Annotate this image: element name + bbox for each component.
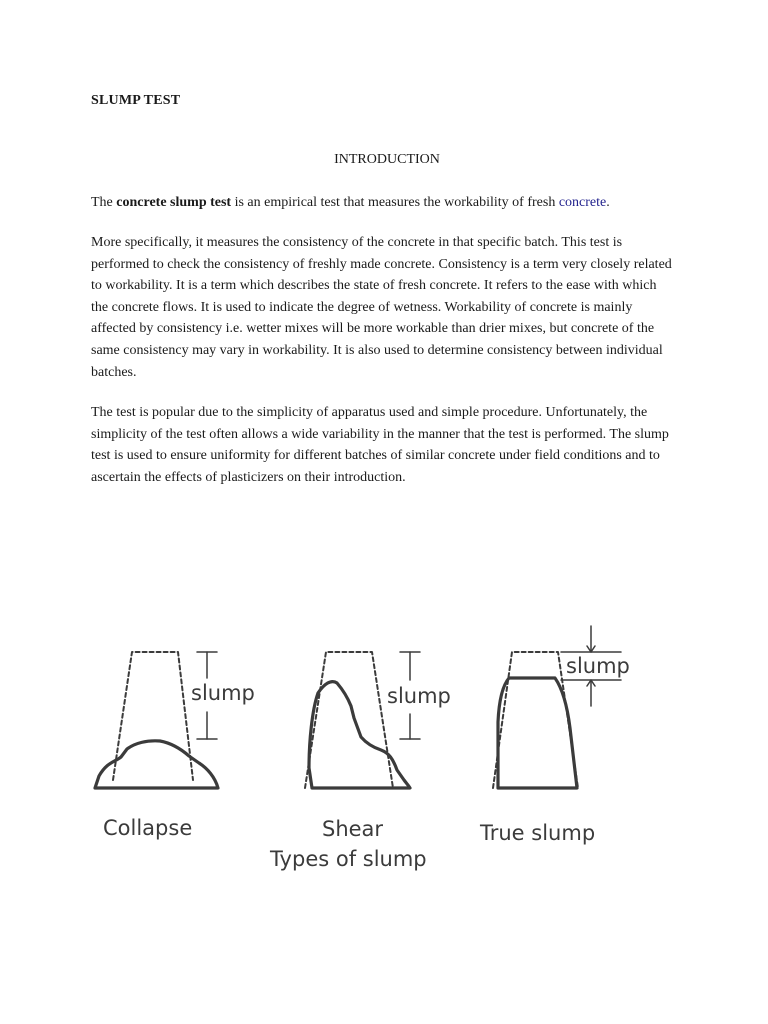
shear-cone-outline (305, 652, 393, 788)
paragraph-definition-suffix: . (606, 195, 610, 210)
true-slump-diagram (493, 626, 621, 788)
shear-slump-label: slump (387, 684, 451, 708)
collapse-concrete-shape (95, 741, 218, 788)
concrete-link[interactable]: concrete (558, 195, 607, 210)
collapse-slump-label: slump (191, 681, 255, 705)
true-slump-type-label: True slump (480, 821, 596, 845)
collapse-diagram (95, 652, 218, 788)
slump-types-figure (85, 612, 645, 882)
paragraph-popularity: The test is popular due to the simplicity of apparatus used and simple procedure. Unfortunately, the simplicity of the test often allows a wide variability in the manner that the test is performed. The slump test is used to ensure uniformity for different batches of similar concrete under field conditions and to ascertain the effects of plasticizers on their introduction. (91, 405, 669, 485)
shear-diagram (305, 652, 420, 788)
true-slump-slump-label: slump (566, 654, 630, 678)
collapse-cone-outline (113, 652, 193, 780)
figure-caption: Types of slump (270, 847, 427, 871)
slump-diagram (85, 612, 645, 882)
paragraph-definition-middle: is an empirical test that measures the workability of fresh (231, 195, 559, 210)
collapse-type-label: Collapse (103, 816, 193, 840)
paragraph-consistency: More specifically, it measures the consistency of the concrete in that specific batch. This test is performed to check the consistency of freshly made concrete. Consistency is a term very closely related to workability. It is a term which describes the state of fresh concrete. It refers to the ease with which the concrete flows. It is used to indicate the degree of wetness. Workability of concrete is mainly affected by consistency i.e. wetter mixes will be more workable than drier mixes, but concrete of the same consistency may vary in workability. It is also used to determine consistency between individual batches. (91, 235, 672, 380)
paragraph-definition (91, 192, 677, 214)
section-heading: INTRODUCTION (334, 152, 440, 167)
bold-term: concrete slump test (116, 195, 232, 210)
document-title: SLUMP TEST (91, 93, 181, 108)
shear-type-label: Shear (322, 817, 384, 841)
paragraph-definition-prefix: The (91, 195, 117, 210)
